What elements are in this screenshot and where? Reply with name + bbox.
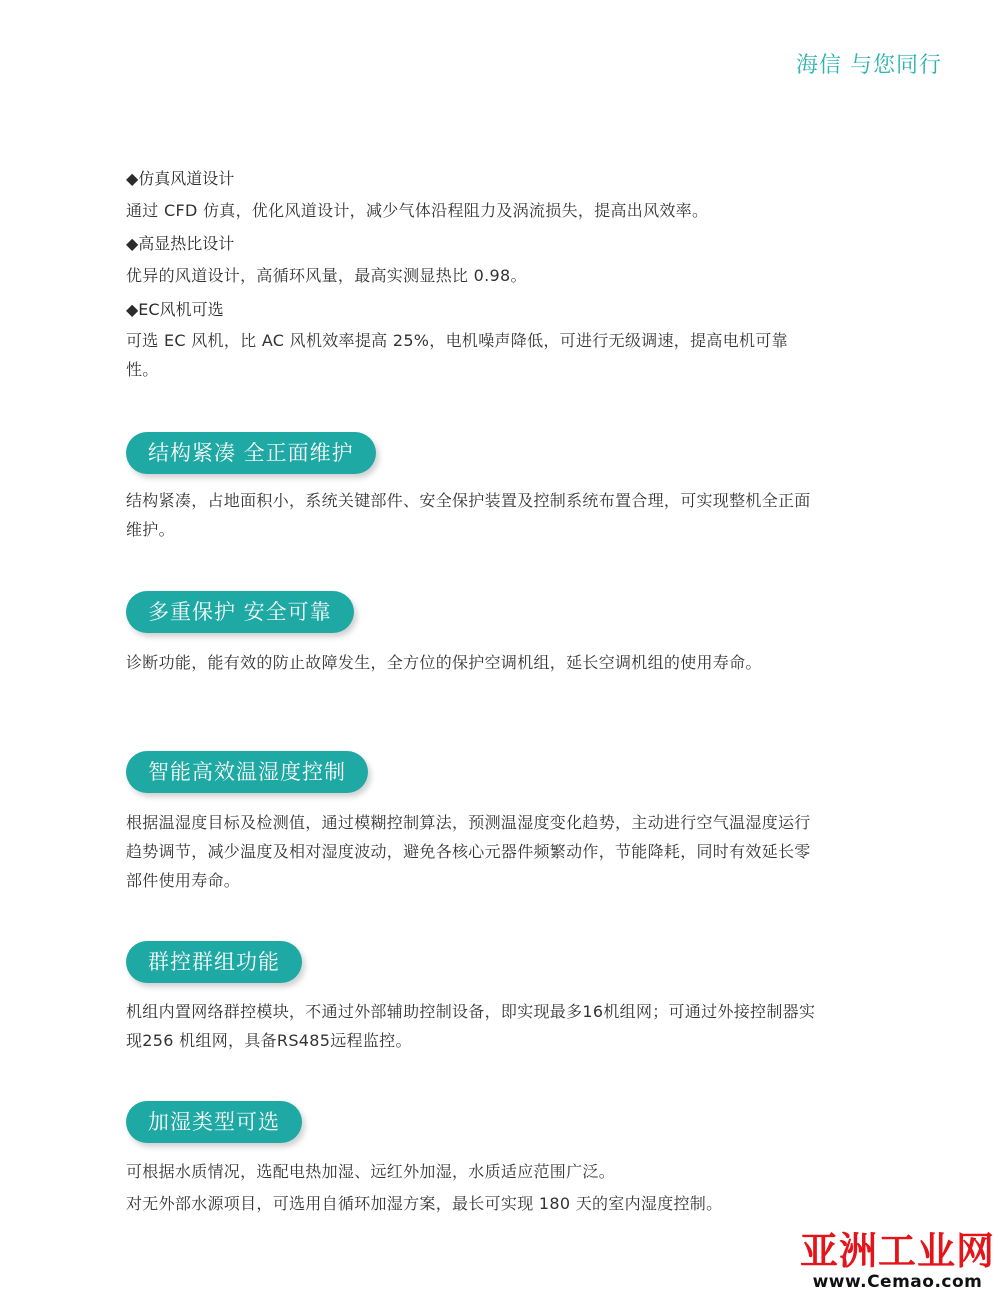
brand-slogan: 海信 与您同行 (796, 53, 942, 78)
section-text-compact-structure: 结构紧凑，占地面积小，系统关键部件、安全保护装置及控制系统布置合理，可实现整机全正面维护。 (126, 491, 811, 539)
section-text-humidity-control: 根据温湿度目标及检测值，通过模糊控制算法，预测温湿度变化趋势，主动进行空气温湿度运行趋势调节，减少温度及相对湿度波动，避免各核心元器件频繁动作，节能降耗，同时有效延长零部件使用寿命。 (126, 813, 811, 890)
watermark-title: 亚洲工业网 (799, 1229, 995, 1273)
feature-text-ec-fan: 可选 EC 风机，比 AC 风机效率提高 25%，电机噪声降低，可进行无级调速，提高电机可靠性。 (126, 331, 788, 379)
section-title-group-control: 群控群组功能 (126, 941, 302, 983)
section-title-compact-structure: 结构紧凑 全正面维护 (126, 432, 376, 474)
feature-heading-cfd: ◆仿真风道设计 (126, 169, 235, 188)
section-title-multiple-protection: 多重保护 安全可靠 (126, 591, 354, 633)
feature-text-sensible-heat: 优异的风道设计，高循环风量，最高实测显热比 0.98。 (126, 266, 527, 285)
watermark-logo (800, 1230, 995, 1292)
section-title-humidity-control: 智能高效温湿度控制 (126, 751, 368, 793)
section-text-multiple-protection: 诊断功能，能有效的防止故障发生，全方位的保护空调机组，延长空调机组的使用寿命。 (126, 653, 762, 672)
feature-heading-ec-fan: ◆EC风机可选 (126, 300, 224, 319)
section-title-humidification-options: 加湿类型可选 (126, 1101, 302, 1143)
feature-heading-sensible-heat: ◆高显热比设计 (126, 234, 235, 253)
watermark-url: www.Cemao.com (812, 1272, 983, 1292)
section-text-group-control: 机组内置网络群控模块，不通过外部辅助控制设备，即实现最多16机组网；可通过外接控制器实现256 机组网，具备RS485远程监控。 (126, 1002, 816, 1050)
feature-text-cfd: 通过 CFD 仿真，优化风道设计，减少气体沿程阻力及涡流损失，提高出风效率。 (126, 201, 709, 220)
section-text-humidification-line1: 可根据水质情况，选配电热加湿、远红外加湿，水质适应范围广泛。 (126, 1162, 616, 1181)
section-text-humidification-line2: 对无外部水源项目，可选用自循环加湿方案，最长可实现 180 天的室内湿度控制。 (126, 1194, 723, 1213)
